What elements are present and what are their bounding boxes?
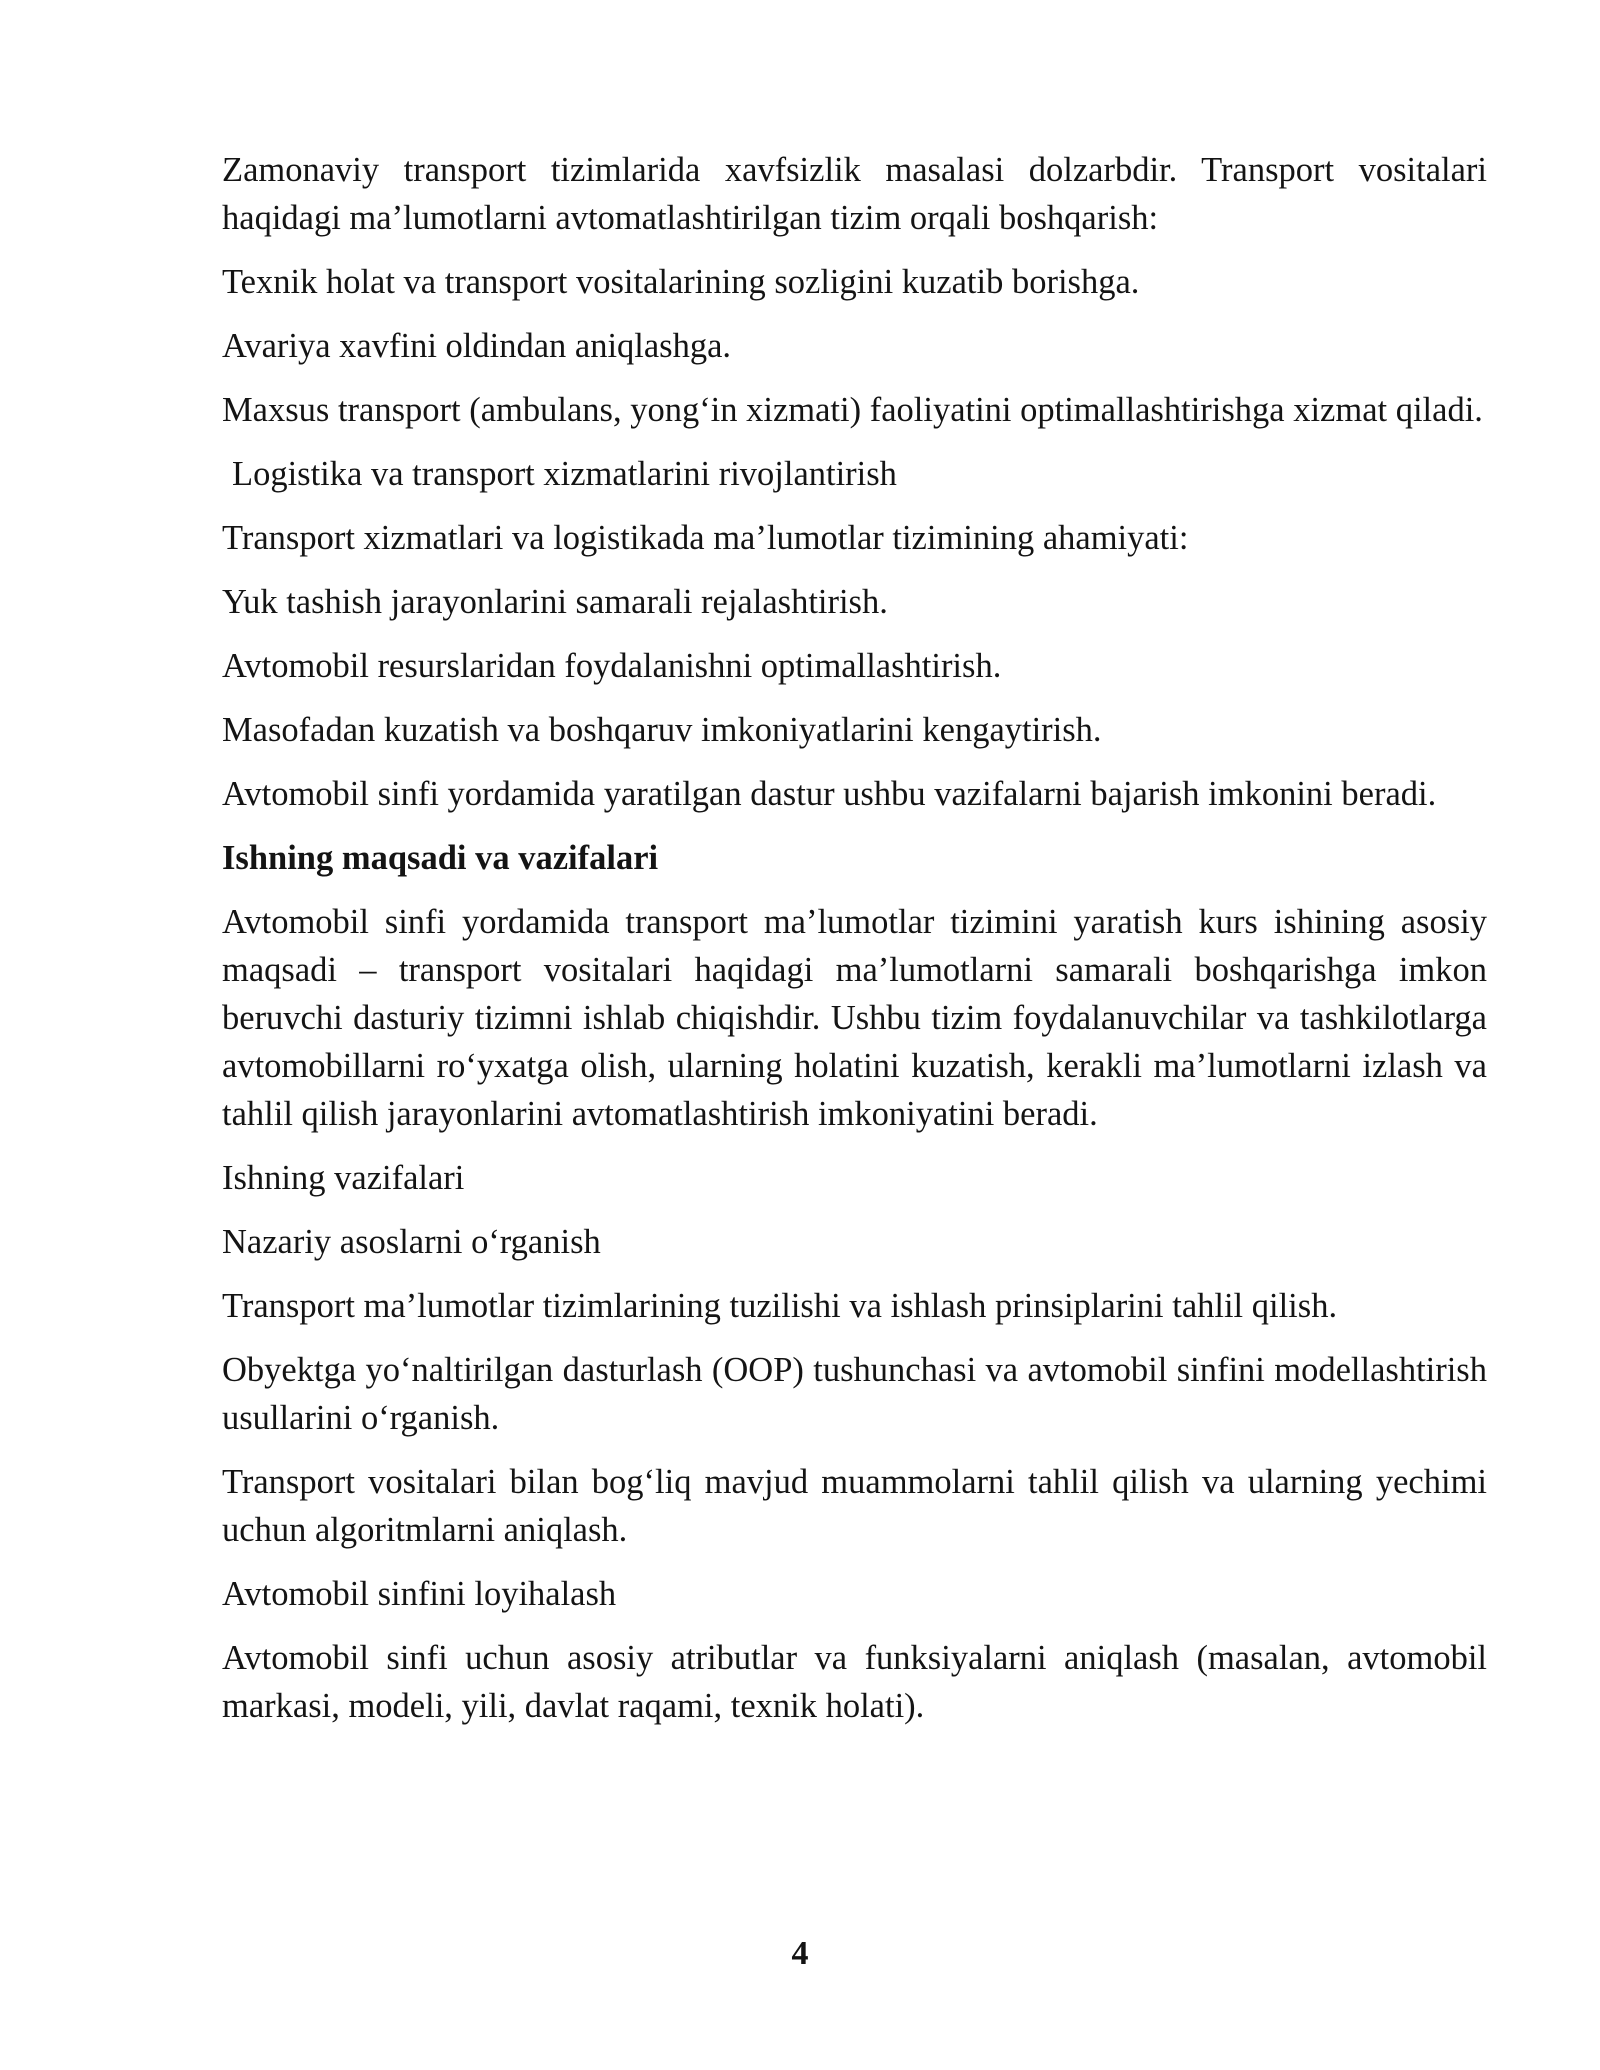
subsection-title: Avtomobil sinfini loyihalash <box>222 1575 617 1613</box>
paragraph: Yuk tashish jarayonlarini samarali rejalashtirish. <box>222 583 888 621</box>
paragraph: Transport xizmatlari va logistikada ma’lumotlar tizimining ahamiyati: <box>222 519 1189 557</box>
page-body <box>222 146 1487 1746</box>
paragraph: Avariya xavfini oldindan aniqlashga. <box>222 327 732 365</box>
paragraph: Obyektga yo‘naltirilgan dasturlash (OOP) tushunchasi va avtomobil sinfini modellashtirish usullarini o‘rganish. <box>222 1351 1487 1437</box>
paragraph: Transport ma’lumotlar tizimlarining tuzilishi va ishlash prinsiplarini tahlil qilish. <box>222 1287 1338 1325</box>
paragraph: Avtomobil resurslaridan foydalanishni optimallashtirish. <box>222 647 1002 685</box>
page-number: 4 <box>791 1935 809 1972</box>
subsection-title: Ishning vazifalari <box>222 1159 465 1197</box>
subsection-title: Nazariy asoslarni o‘rganish <box>222 1223 601 1261</box>
paragraph: Avtomobil sinfi uchun asosiy atributlar va funksiyalarni aniqlash (masalan, avtomobil markasi, modeli, yili, davlat raqami, texnik holati). <box>222 1639 1487 1725</box>
paragraph: Avtomobil sinfi yordamida transport ma’lumotlar tizimini yaratish kurs ishining asosiy maqsadi – transport vositalari haqidagi ma’lumotlarni samarali boshqarishga imkon beruvchi dasturiy tizimni ishlab chiqishdir. Ushbu tizim foydalanuvchilar va tashkilotlarga avtomobillarni ro‘yxatga olish, ularning holatini kuzatish, kerakli ma’lumotlarni izlash va tahlil qilish jarayonlarini avtomatlashtirish imkoniyatini beradi. <box>222 903 1487 1133</box>
paragraph: Transport vositalari bilan bog‘liq mavjud muammolarni tahlil qilish va ularning yechimi uchun algoritmlarni aniqlash. <box>222 1463 1487 1549</box>
section-heading: Ishning maqsadi va vazifalari <box>222 839 659 877</box>
paragraph: Texnik holat va transport vositalarining sozligini kuzatib borishga. <box>222 263 1140 301</box>
subsection-title: Logistika va transport xizmatlarini rivojlantirish <box>232 455 897 493</box>
paragraph: Zamonaviy transport tizimlarida xavfsizlik masalasi dolzarbdir. Transport vositalari haqidagi ma’lumotlarni avtomatlashtirilgan tizim orqali boshqarish: <box>222 151 1487 237</box>
paragraph: Maxsus transport (ambulans, yong‘in xizmati) faoliyatini optimallashtirishga xizmat qiladi. <box>222 391 1483 429</box>
paragraph: Masofadan kuzatish va boshqaruv imkoniyatlarini kengaytirish. <box>222 711 1102 749</box>
paragraph: Avtomobil sinfi yordamida yaratilgan dastur ushbu vazifalarni bajarish imkonini beradi. <box>222 775 1437 813</box>
